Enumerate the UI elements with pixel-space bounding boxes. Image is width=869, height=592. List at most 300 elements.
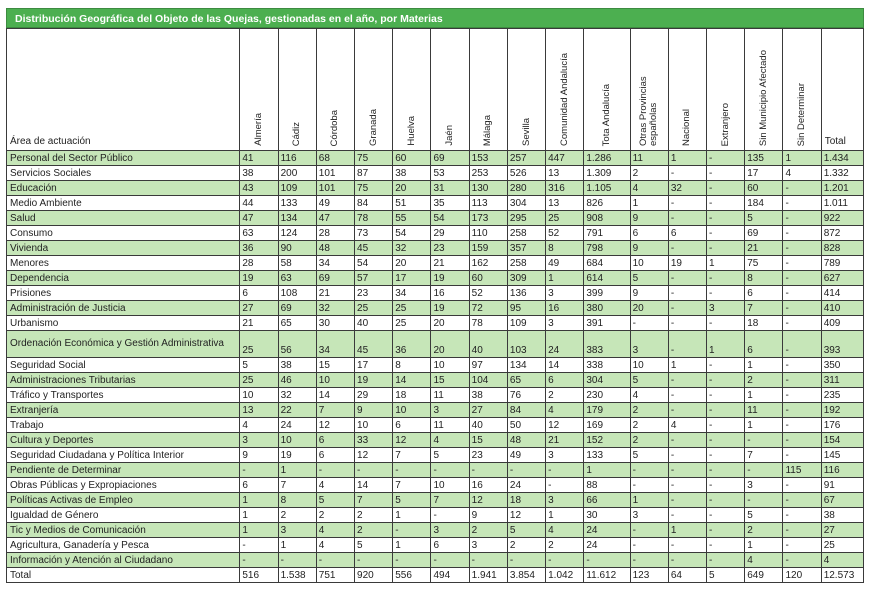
table-cell: 3 xyxy=(546,286,584,301)
table-cell: 11.612 xyxy=(584,568,630,583)
table-cell: 1 xyxy=(745,358,783,373)
table-cell: - xyxy=(707,553,745,568)
table-cell: - xyxy=(783,418,821,433)
table-cell: - xyxy=(668,373,706,388)
table-row xyxy=(7,403,864,418)
table-cell: 2 xyxy=(546,388,584,403)
table-cell: - xyxy=(630,316,668,331)
table-cell: 24 xyxy=(546,331,584,358)
column-header xyxy=(745,29,783,151)
table-cell: - xyxy=(783,181,821,196)
table-row xyxy=(7,286,864,301)
table-cell: - xyxy=(668,286,706,301)
table-row xyxy=(7,226,864,241)
table-cell: 5 xyxy=(355,538,393,553)
table-cell: 9 xyxy=(630,286,668,301)
table-cell: 75 xyxy=(355,151,393,166)
table-cell: 101 xyxy=(316,166,354,181)
table-cell: 7 xyxy=(316,403,354,418)
table-cell: - xyxy=(707,271,745,286)
table-cell: - xyxy=(668,331,706,358)
column-header-label: Extranjero xyxy=(719,102,731,146)
table-cell: 116 xyxy=(821,463,863,478)
table-cell: 27 xyxy=(469,403,507,418)
table-cell: 52 xyxy=(546,226,584,241)
table-cell: 922 xyxy=(821,211,863,226)
table-row xyxy=(7,508,864,523)
table-cell: 1 xyxy=(630,493,668,508)
table-cell: 120 xyxy=(783,568,821,583)
table-cell: 179 xyxy=(584,403,630,418)
table-cell: 30 xyxy=(316,316,354,331)
column-header xyxy=(783,29,821,151)
table-cell: 90 xyxy=(278,241,316,256)
table-cell: - xyxy=(668,508,706,523)
table-cell: 30 xyxy=(584,508,630,523)
row-label: Consumo xyxy=(7,226,240,241)
row-label: Trabajo xyxy=(7,418,240,433)
table-cell: - xyxy=(355,463,393,478)
table-cell: 1 xyxy=(668,358,706,373)
data-table xyxy=(6,28,864,583)
table-cell: 46 xyxy=(278,373,316,388)
column-header-area: Área de actuación xyxy=(7,29,240,151)
table-row xyxy=(7,316,864,331)
table-cell: 75 xyxy=(745,256,783,271)
table-cell: - xyxy=(783,316,821,331)
column-header xyxy=(431,29,469,151)
table-cell: 1 xyxy=(745,538,783,553)
table-cell: 49 xyxy=(546,256,584,271)
table-cell: 1.011 xyxy=(821,196,863,211)
table-cell: 4 xyxy=(630,181,668,196)
table-cell: 5 xyxy=(431,448,469,463)
table-cell: 10 xyxy=(316,373,354,388)
table-cell: 516 xyxy=(240,568,278,583)
table-cell: 48 xyxy=(316,241,354,256)
table-row xyxy=(7,418,864,433)
table-cell: 3 xyxy=(278,523,316,538)
table-cell: 2 xyxy=(745,523,783,538)
table-cell: - xyxy=(783,493,821,508)
table-cell: 91 xyxy=(821,478,863,493)
table-cell: 110 xyxy=(469,226,507,241)
table-cell: 24 xyxy=(584,538,630,553)
table-cell: 116 xyxy=(278,151,316,166)
table-cell: 6 xyxy=(668,226,706,241)
table-cell: 12 xyxy=(316,418,354,433)
column-header xyxy=(507,29,545,151)
table-cell: 19 xyxy=(668,256,706,271)
table-cell: 10 xyxy=(393,403,431,418)
table-cell: 7 xyxy=(355,493,393,508)
table-cell: 5 xyxy=(630,271,668,286)
table-cell: 36 xyxy=(393,331,431,358)
table-cell: - xyxy=(668,553,706,568)
table-cell: 380 xyxy=(584,301,630,316)
table-cell: 526 xyxy=(507,166,545,181)
row-label: Políticas Activas de Empleo xyxy=(7,493,240,508)
table-cell: 1 xyxy=(584,463,630,478)
table-cell: 19 xyxy=(240,271,278,286)
table-cell: - xyxy=(278,553,316,568)
table-cell: - xyxy=(783,523,821,538)
table-cell: 21 xyxy=(745,241,783,256)
table-cell: - xyxy=(707,463,745,478)
table-cell: 1 xyxy=(240,508,278,523)
table-cell: 14 xyxy=(355,478,393,493)
table-cell: 258 xyxy=(507,226,545,241)
column-header xyxy=(355,29,393,151)
table-cell: 6 xyxy=(431,538,469,553)
table-cell: 25 xyxy=(393,316,431,331)
table-cell: 64 xyxy=(668,568,706,583)
table-cell: - xyxy=(240,463,278,478)
table-cell: - xyxy=(745,493,783,508)
table-cell: 200 xyxy=(278,166,316,181)
table-cell: - xyxy=(707,196,745,211)
row-label: Total xyxy=(7,568,240,583)
table-cell: 1.538 xyxy=(278,568,316,583)
table-cell: 409 xyxy=(821,316,863,331)
column-header-wrap xyxy=(317,32,354,150)
table-cell: 69 xyxy=(316,271,354,286)
column-header-label: Córdoba xyxy=(329,109,341,146)
column-header-wrap xyxy=(669,32,706,150)
table-cell: - xyxy=(783,538,821,553)
table-cell: 2 xyxy=(316,508,354,523)
table-cell: 1.332 xyxy=(821,166,863,181)
table-cell: 1.941 xyxy=(469,568,507,583)
table-cell: 2 xyxy=(355,508,393,523)
table-cell: 1 xyxy=(630,196,668,211)
column-header xyxy=(393,29,431,151)
table-cell: - xyxy=(707,241,745,256)
table-cell: 73 xyxy=(355,226,393,241)
table-cell: 908 xyxy=(584,211,630,226)
table-cell: 10 xyxy=(630,256,668,271)
column-header xyxy=(584,29,630,151)
column-header-wrap xyxy=(783,32,820,150)
table-cell: 9 xyxy=(630,241,668,256)
table-cell: 34 xyxy=(393,286,431,301)
column-header-label: Huelva xyxy=(405,116,417,146)
table-row xyxy=(7,448,864,463)
table-cell: 27 xyxy=(821,523,863,538)
table-cell: 169 xyxy=(584,418,630,433)
table-cell: 12 xyxy=(507,508,545,523)
table-cell: - xyxy=(707,181,745,196)
table-cell: 280 xyxy=(507,181,545,196)
table-cell: 10 xyxy=(630,358,668,373)
table-cell: - xyxy=(546,478,584,493)
table-cell: 24 xyxy=(278,418,316,433)
table-cell: - xyxy=(707,373,745,388)
table-cell: 154 xyxy=(821,433,863,448)
table-cell: 109 xyxy=(278,181,316,196)
table-row xyxy=(7,196,864,211)
table-cell: 253 xyxy=(469,166,507,181)
table-cell: - xyxy=(707,403,745,418)
table-cell: 6 xyxy=(745,331,783,358)
table-cell: 311 xyxy=(821,373,863,388)
table-cell: 11 xyxy=(431,388,469,403)
table-cell: 614 xyxy=(584,271,630,286)
column-header-label: Sin Municipio Afectado xyxy=(757,49,769,146)
table-cell: - xyxy=(707,433,745,448)
table-cell: 309 xyxy=(507,271,545,286)
table-cell: 1 xyxy=(707,256,745,271)
table-cell: 57 xyxy=(355,271,393,286)
table-cell: 63 xyxy=(240,226,278,241)
table-cell: 136 xyxy=(507,286,545,301)
table-cell: 235 xyxy=(821,388,863,403)
table-cell: - xyxy=(707,211,745,226)
table-cell: 14 xyxy=(393,373,431,388)
table-cell: 447 xyxy=(546,151,584,166)
table-cell: 50 xyxy=(507,418,545,433)
table-cell: 410 xyxy=(821,301,863,316)
table-cell: 20 xyxy=(393,256,431,271)
table-cell: - xyxy=(783,403,821,418)
table-cell: - xyxy=(393,553,431,568)
table-cell: 76 xyxy=(507,388,545,403)
column-header-wrap xyxy=(508,32,545,150)
table-cell: - xyxy=(668,271,706,286)
table-title: Distribución Geográfica del Objeto de las Quejas, gestionadas en el año, por Materias xyxy=(6,8,864,28)
table-cell: - xyxy=(668,403,706,418)
table-cell: 49 xyxy=(507,448,545,463)
row-label: Medio Ambiente xyxy=(7,196,240,211)
table-cell: - xyxy=(707,493,745,508)
table-cell: 2 xyxy=(630,433,668,448)
header-row xyxy=(7,29,864,151)
table-cell: 12 xyxy=(469,493,507,508)
table-cell: 45 xyxy=(355,241,393,256)
table-row xyxy=(7,241,864,256)
table-cell: 54 xyxy=(393,226,431,241)
table-cell: 133 xyxy=(584,448,630,463)
row-label: Cultura y Deportes xyxy=(7,433,240,448)
table-cell: 6 xyxy=(316,433,354,448)
table-cell: - xyxy=(469,463,507,478)
table-cell: 152 xyxy=(584,433,630,448)
table-cell: 2 xyxy=(278,508,316,523)
table-row xyxy=(7,301,864,316)
table-cell: 1.309 xyxy=(584,166,630,181)
table-cell: - xyxy=(316,553,354,568)
table-cell: 34 xyxy=(316,331,354,358)
table-cell: 10 xyxy=(355,418,393,433)
table-cell: 123 xyxy=(630,568,668,583)
table-cell: 414 xyxy=(821,286,863,301)
table-cell: 9 xyxy=(469,508,507,523)
table-cell: 134 xyxy=(507,358,545,373)
table-cell: 3 xyxy=(630,331,668,358)
table-cell: 1 xyxy=(668,151,706,166)
table-cell: 55 xyxy=(393,211,431,226)
table-cell: 7 xyxy=(745,301,783,316)
table-cell: 4 xyxy=(240,418,278,433)
table-cell: 14 xyxy=(316,388,354,403)
table-cell: 1 xyxy=(783,151,821,166)
table-cell: 1 xyxy=(240,523,278,538)
table-cell: 145 xyxy=(821,448,863,463)
table-cell: - xyxy=(668,463,706,478)
table-cell: - xyxy=(707,478,745,493)
column-header-label: Otras Provincias españolas xyxy=(638,76,660,146)
table-cell: 338 xyxy=(584,358,630,373)
table-cell: 44 xyxy=(240,196,278,211)
table-cell: 17 xyxy=(393,271,431,286)
table-cell: 33 xyxy=(355,433,393,448)
table-cell: - xyxy=(783,388,821,403)
table-cell: 34 xyxy=(316,256,354,271)
table-cell: 1.042 xyxy=(546,568,584,583)
table-cell: 2 xyxy=(630,403,668,418)
table-cell: 399 xyxy=(584,286,630,301)
table-cell: - xyxy=(783,331,821,358)
table-cell: 15 xyxy=(431,373,469,388)
table-cell: 18 xyxy=(507,493,545,508)
table-cell: 230 xyxy=(584,388,630,403)
table-cell: 1 xyxy=(278,463,316,478)
table-cell: - xyxy=(507,463,545,478)
table-cell: 2 xyxy=(745,373,783,388)
table-cell: 2 xyxy=(507,538,545,553)
table-cell: 1.201 xyxy=(821,181,863,196)
table-cell: - xyxy=(745,433,783,448)
table-cell: - xyxy=(668,388,706,403)
table-cell: 304 xyxy=(584,373,630,388)
table-cell: 95 xyxy=(507,301,545,316)
table-cell: - xyxy=(668,316,706,331)
table-cell: 1 xyxy=(393,538,431,553)
table-cell: - xyxy=(630,538,668,553)
table-cell: 124 xyxy=(278,226,316,241)
row-label: Administraciones Tributarias xyxy=(7,373,240,388)
table-cell: 295 xyxy=(507,211,545,226)
table-cell: 6 xyxy=(393,418,431,433)
table-cell: - xyxy=(507,553,545,568)
table-cell: - xyxy=(668,241,706,256)
table-cell: 19 xyxy=(431,271,469,286)
table-cell: 54 xyxy=(431,211,469,226)
table-cell: 5 xyxy=(630,373,668,388)
table-cell: - xyxy=(783,241,821,256)
column-header-label: Sin Determinar xyxy=(796,82,808,146)
table-cell: - xyxy=(668,301,706,316)
table-cell: 23 xyxy=(431,241,469,256)
table-panel xyxy=(6,8,864,583)
row-label: Seguridad Social xyxy=(7,358,240,373)
table-cell: 5 xyxy=(745,211,783,226)
table-cell: 56 xyxy=(278,331,316,358)
table-cell: 101 xyxy=(316,181,354,196)
table-row xyxy=(7,523,864,538)
column-header-label: Tota Andalucía xyxy=(600,83,612,146)
row-label: Administración de Justicia xyxy=(7,301,240,316)
table-cell: 393 xyxy=(821,331,863,358)
table-cell: 828 xyxy=(821,241,863,256)
column-header-wrap xyxy=(546,32,583,150)
table-cell: - xyxy=(546,463,584,478)
table-cell: 3 xyxy=(630,508,668,523)
table-cell: 75 xyxy=(355,181,393,196)
table-cell: - xyxy=(707,538,745,553)
column-header-label: Cádiz xyxy=(291,121,303,146)
table-cell: 6 xyxy=(240,478,278,493)
column-header-wrap xyxy=(240,32,277,150)
table-cell: 25 xyxy=(821,538,863,553)
table-cell: 1 xyxy=(546,271,584,286)
column-header-label: Granada xyxy=(367,109,379,146)
column-header-total: Total xyxy=(821,29,863,151)
table-row xyxy=(7,271,864,286)
table-cell: 49 xyxy=(316,196,354,211)
table-cell: 8 xyxy=(546,241,584,256)
table-cell: 115 xyxy=(783,463,821,478)
table-cell: 4 xyxy=(821,553,863,568)
table-cell: - xyxy=(584,553,630,568)
table-body xyxy=(7,151,864,583)
table-cell: 38 xyxy=(278,358,316,373)
table-cell: 159 xyxy=(469,241,507,256)
table-cell: 16 xyxy=(546,301,584,316)
table-row xyxy=(7,151,864,166)
table-cell: 257 xyxy=(507,151,545,166)
table-cell: 32 xyxy=(278,388,316,403)
table-cell: 32 xyxy=(316,301,354,316)
table-cell: 920 xyxy=(355,568,393,583)
table-cell: 25 xyxy=(355,301,393,316)
table-cell: 9 xyxy=(240,448,278,463)
table-cell: 1 xyxy=(668,523,706,538)
table-cell: 20 xyxy=(431,316,469,331)
column-header-wrap xyxy=(393,32,430,150)
table-cell: 6 xyxy=(630,226,668,241)
table-cell: 8 xyxy=(278,493,316,508)
table-cell: 3 xyxy=(431,523,469,538)
table-cell: 20 xyxy=(431,331,469,358)
table-cell: 649 xyxy=(745,568,783,583)
table-cell: 789 xyxy=(821,256,863,271)
table-cell: - xyxy=(783,271,821,286)
column-header-label: Almería xyxy=(252,113,264,146)
table-row xyxy=(7,358,864,373)
row-label: Dependencia xyxy=(7,271,240,286)
table-cell: 31 xyxy=(431,181,469,196)
table-row xyxy=(7,478,864,493)
table-cell: 72 xyxy=(469,301,507,316)
table-row xyxy=(7,256,864,271)
table-cell: - xyxy=(630,478,668,493)
table-cell: 65 xyxy=(507,373,545,388)
table-cell: 11 xyxy=(745,403,783,418)
table-cell: 13 xyxy=(240,403,278,418)
table-cell: 1.434 xyxy=(821,151,863,166)
column-header-wrap xyxy=(470,32,507,150)
table-cell: 40 xyxy=(355,316,393,331)
table-cell: 7 xyxy=(393,448,431,463)
table-cell: 3.854 xyxy=(507,568,545,583)
table-cell: 1 xyxy=(240,493,278,508)
column-header-label: Málaga xyxy=(482,114,494,146)
table-cell: - xyxy=(707,151,745,166)
table-cell: - xyxy=(668,211,706,226)
row-label: Educación xyxy=(7,181,240,196)
table-cell: 2 xyxy=(355,523,393,538)
